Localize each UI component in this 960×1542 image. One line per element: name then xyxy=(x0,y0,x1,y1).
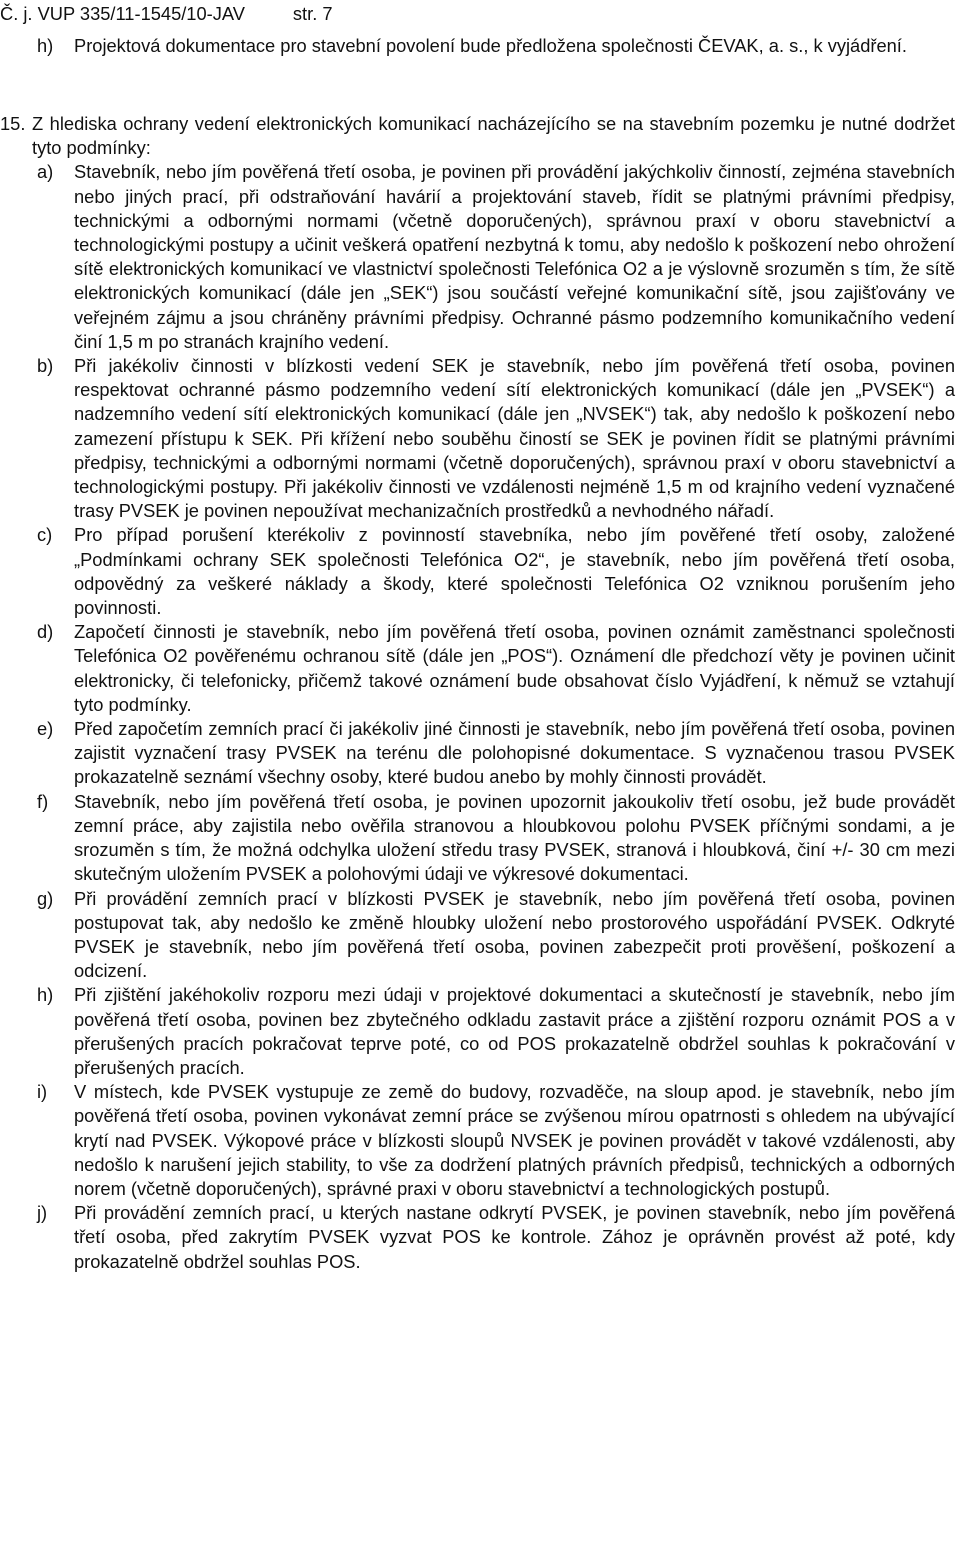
subitem-label: c) xyxy=(37,524,53,546)
item-intro: Z hlediska ochrany vedení elektronických komunikací nacházejícího se na stavebním pozemku je nutné dodržet tyto podmínky: xyxy=(32,113,955,159)
subitem-label: f) xyxy=(37,790,49,812)
subitem-i xyxy=(0,1080,955,1201)
subitem-text: Před započetím zemních prací či jakékoliv jiné činnosti je stavebník, nebo jím pověřená třetí osoba, povinen zajistit vyznačení trasy PVSEK na terénu dle polohopisné dokumentace. S vyznačenou trasou PVSEK prokazatelně seznámí všechny osoby, které budou anebo by mohly činnosti provádět. xyxy=(74,718,955,788)
subitem-text: Při jakékoliv činnosti v blízkosti vedení SEK je stavebník, nebo jím pověřená třetí osoba, povinen respektovat ochranné pásmo podzemního vedení sítí elektronických komunikací (dále jen „PVSEK“) a nadzemního vedení sítí elektronických komunikací (dále jen „NVSEK“) tak, aby nedošlo k poškození nebo zamezení přístupu k SEK. Při křížení nebo souběhu čiností se SEK je povinen řídit se platnými právními předpisy, technickými a odbornými normami (včetně doporučených), správnou praxí v oboru stavebnictví a technologickými postupy. Při jakékoliv činnosti ve vzdálenosti nejméně 1,5 m od krajního vedení vyznačené trasy PVSEK je povinen nepoužívat mechanizačních prostředků a nevhodného nářadí. xyxy=(74,355,955,522)
subitem-text: Započetí činnosti je stavebník, nebo jím pověřená třetí osoba, povinen oznámit zaměstnanci společnosti Telefónica O2 pověřenému ochranou sítě (dále jen „POS“). Oznámení dle předchozí věty je povinen učinit elektronicky, či telefonicky, přičemž takové oznámení bude obsahovat číslo Vyjádření, k němuž se vztahují tyto podmínky. xyxy=(74,621,955,715)
subitem-f xyxy=(0,790,955,887)
subitem-label: i) xyxy=(37,1081,48,1103)
subitem-text: Stavebník, nebo jím pověřená třetí osoba, je povinen při provádění jakýchkoliv činností, zejména stavebních nebo jiných prací, při odstraňování havárií a projektování staveb, řídit se platnými právními předpisy, technickými a odbornými normami (včetně doporučených), správnou praxí v oboru stavebnictví a technologickými postupy a učinit veškerá opatření nezbytná k tomu, aby nedošlo k poškození nebo ohrožení sítě elektronických komunikací ve vlastnictví společnosti Telefónica O2 a je výslovně srozuměn s tím, že sítě elektronických komunikací (dále jen „SEK“) jsou součástí veřejné komunikační sítě, jsou zajišťovány ve veřejném zájmu a jsou chráněny právními předpisy. Ochranné pásmo podzemního komunikačního vedení činí 1,5 m po stranách krajního vedení. xyxy=(74,161,955,352)
subitem-b xyxy=(0,354,955,523)
subitem-a xyxy=(0,160,955,354)
subitem-text: Pro případ porušení kterékoliv z povinností stavebníka, nebo jím pověřené třetí osoby, založené „Podmínkami ochrany SEK společnosti Telefónica O2“, je stavebník, nebo jím pověřená třetí osoba, odpovědný za veškeré náklady a škody, které společnosti Telefónica O2 vzniknou porušením jeho povinnosti. xyxy=(74,524,955,619)
page-number: str. 7 xyxy=(292,3,333,24)
subitem-label: e) xyxy=(37,718,54,740)
subitem-text: Při provádění zemních prací, u kterých nastane odkrytí PVSEK, je povinen stavebník, nebo jím pověřená třetí osoba, před zakrytím PVSEK vyzvat POS ke kontrole. Zához je oprávněn provést až poté, kdy prokazatelně obdržel souhlas POS. xyxy=(74,1202,955,1272)
subitem-h xyxy=(0,983,955,1080)
item-h xyxy=(0,34,955,58)
subitem-text: Při zjištění jakéhokoliv rozporu mezi údaji v projektové dokumentaci a skutečností je stavebník, nebo jím pověřená třetí osoba, povinen bez zbytečného odkladu zastavit práce a zjištění rozporu oznámit POS a v přerušených pracích pokračovat teprve poté, co od POS prokazatelně obdržel souhlas k pokračování v přerušených pracích. xyxy=(74,984,955,1078)
item-15 xyxy=(0,112,955,1274)
item-label: 15. xyxy=(0,113,26,134)
item-text: Projektová dokumentace pro stavební povolení bude předložena společnosti ČEVAK, a. s., k vyjádření. xyxy=(74,35,907,56)
subitem-text: Stavebník, nebo jím pověřená třetí osoba, je povinen upozornit jakoukoliv třetí osobu, jež bude provádět zemní práce, aby zajistila nebo ověřila stranovou a hloubkovou polohu PVSEK příčnými sondami, a je srozuměn s tím, že možná odchylka uložení středu trasy PVSEK, stranová i hloubková, činí +/- 30 cm mezi skutečným uložením PVSEK a polohovými údaji ve výkresové dokumentaci. xyxy=(74,790,955,885)
item-label: h) xyxy=(37,35,54,56)
subitem-c xyxy=(0,523,955,620)
subitem-g xyxy=(0,887,955,984)
subitem-label: j) xyxy=(37,1202,48,1224)
subitem-text: Při provádění zemních prací v blízkosti PVSEK je stavebník, nebo jím pověřená třetí osoba, povinen postupovat tak, aby nedošlo ke změně hloubky uložení nebo prostorového uspořádání PVSEK. Odkryté PVSEK je stavebník, nebo jím pověřená třetí osoba, povinen zabezpečit proti prověšení, poškození a odcizení. xyxy=(74,887,955,982)
subitem-label: g) xyxy=(37,887,54,909)
subitem-d xyxy=(0,620,955,717)
document-reference: Č. j. VUP 335/11-1545/10-JAV xyxy=(0,3,245,24)
subitem-text: V místech, kde PVSEK vystupuje ze země do budovy, rozvaděče, na sloup apod. je stavebník, nebo jím pověřená třetí osoba, povinen vykonávat zemní práce se zvýšenou mírou opatrnosti s ohledem na ubývající krytí nad PVSEK. Výkopové práce v blízkosti sloupů NVSEK je povinen provádět v takové vzdálenosti, aby nedošlo k narušení jejich stability, to vše za dodržení platných právních předpisů, technických a odborných norem (včetně doporučených), správné praxi v oboru stavebnictví a technologických postupů. xyxy=(74,1081,955,1199)
page-header xyxy=(0,2,333,26)
subitem-label: d) xyxy=(37,621,54,643)
subitem-j xyxy=(0,1201,955,1274)
subitem-e xyxy=(0,717,955,790)
subitem-label: a) xyxy=(37,161,54,183)
subitem-label: b) xyxy=(37,355,54,377)
subitem-label: h) xyxy=(37,984,54,1006)
